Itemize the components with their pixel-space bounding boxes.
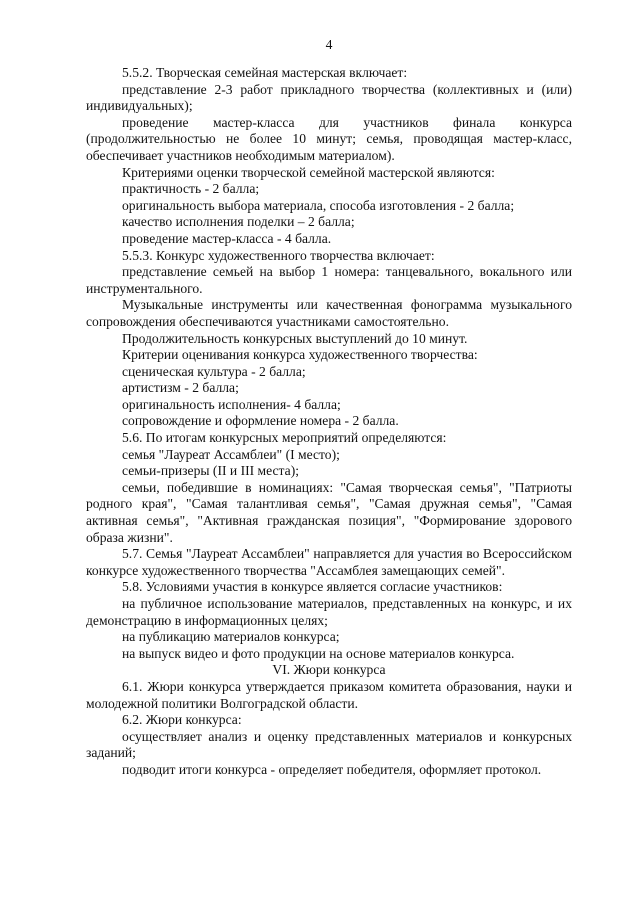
paragraph: семьи-призеры (II и III места);: [122, 463, 299, 479]
paragraph: Продолжительность конкурсных выступлений до 10 минут.: [122, 330, 468, 346]
paragraph: артистизм - 2 балла;: [122, 380, 239, 396]
paragraph: оригинальность выбора материала, способа изготовления - 2 балла;: [122, 197, 515, 213]
paragraph: 5.6. По итогам конкурсных мероприятий определяются:: [122, 430, 447, 446]
paragraph: подводит итоги конкурса - определяет победителя, оформляет протокол.: [122, 761, 542, 777]
paragraph: 6.1. Жюри конкурса утверждается приказом комитета образования, науки и молодежной политики Волгоградской области.: [86, 678, 572, 711]
paragraph: осуществляет анализ и оценку представленных материалов и конкурсных заданий;: [86, 728, 572, 761]
paragraph: Музыкальные инструменты или качественная фонограмма музыкального сопровождения обеспечиваются участниками самостоятельно.: [86, 297, 572, 329]
paragraph: на публичное использование материалов, представленных на конкурс, и их демонстрацию в информационных целях;: [86, 596, 572, 628]
paragraph: на выпуск видео и фото продукции на основе материалов конкурса.: [122, 645, 515, 661]
paragraph: проведение мастер-класса для участников финала конкурса (продолжительностью не более 10 минут; семья, проводящая мастер-класс, обеспечивает участников необходимым материалом).: [86, 114, 572, 163]
paragraph: на публикацию материалов конкурса;: [122, 629, 340, 645]
paragraph: 6.2. Жюри конкурса:: [122, 712, 242, 728]
paragraph: 5.8. Условиями участия в конкурсе является согласие участников:: [122, 579, 503, 595]
paragraph: 5.5.2. Творческая семейная мастерская включает:: [122, 65, 408, 80]
paragraph: сопровождение и оформление номера - 2 балла.: [122, 413, 399, 429]
paragraph: качество исполнения поделки – 2 балла;: [122, 214, 355, 230]
paragraph: представление семьей на выбор 1 номера: танцевального, вокального или инструментального.: [86, 264, 572, 296]
paragraph: Критериями оценки творческой семейной мастерской являются:: [122, 164, 495, 180]
paragraph: сценическая культура - 2 балла;: [122, 363, 306, 379]
section-heading: VI. Жюри конкурса: [272, 662, 386, 678]
paragraph: проведение мастер-класса - 4 балла.: [122, 230, 332, 246]
paragraph: Критерии оценивания конкурса художественного творчества:: [122, 347, 478, 363]
document-body: [86, 65, 572, 779]
paragraph: оригинальность исполнения- 4 балла;: [122, 396, 341, 412]
paragraph: 5.5.3. Конкурс художественного творчества включает:: [122, 247, 435, 263]
paragraph: практичность - 2 балла;: [122, 181, 260, 197]
paragraph: 5.7. Семья "Лауреат Ассамблеи" направляется для участия во Всероссийском конкурсе художественного творчества "Ассамблея замещающих семей".: [86, 546, 572, 578]
page-number: 4: [325, 37, 333, 52]
paragraph: семьи, победившие в номинациях: "Самая творческая семья", "Патриоты родного края", "Самая талантливая семья", "Самая дружная семья", "Самая активная семья", "Активная гражданская позиция", "Формирование здорового образа жизни".: [86, 479, 572, 545]
paragraph: семья "Лауреат Ассамблеи" (I место);: [122, 446, 340, 462]
paragraph: представление 2-3 работ прикладного творчества (коллективных и (или) индивидуальных);: [86, 81, 572, 114]
